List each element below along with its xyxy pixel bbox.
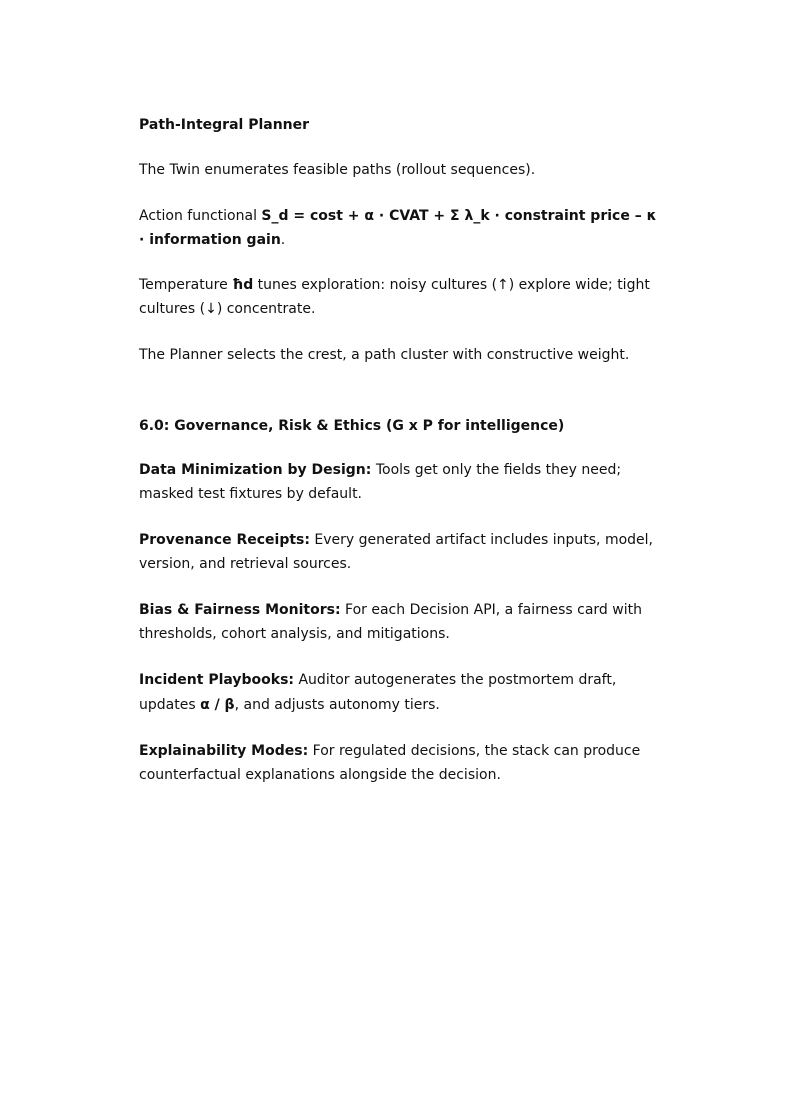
list-item-cont: updates α / β, and adjusts autonomy tiers. — [139, 697, 440, 713]
paragraph: Temperature ħd tunes exploration: noisy cultures (↑) explore wide; tight — [139, 277, 650, 293]
paragraph: The Twin enumerates feasible paths (rollout sequences). — [139, 162, 536, 178]
list-item-cont: version, and retrieval sources. — [139, 556, 352, 572]
section-title: Path-Integral Planner — [139, 117, 310, 133]
list-item-cont: masked test fixtures by default. — [139, 486, 363, 502]
paragraph: The Planner selects the crest, a path cluster with constructive weight. — [139, 347, 630, 363]
section-heading: 6.0: Governance, Risk & Ethics (G x P for intelligence) — [139, 418, 565, 434]
paragraph-cont: cultures (↓) concentrate. — [139, 301, 316, 317]
list-item: Data Minimization by Design: Tools get only the fields they need; — [139, 462, 622, 478]
list-item: Incident Playbooks: Auditor autogenerates the postmortem draft, — [139, 672, 617, 688]
list-item-cont: thresholds, cohort analysis, and mitigations. — [139, 626, 450, 642]
list-item-cont: counterfactual explanations alongside the decision. — [139, 767, 501, 783]
paragraph: Action functional S_d = cost + α · CVAT + Σ λ_k · constraint price – κ — [139, 208, 657, 224]
paragraph-cont: · information gain. — [139, 232, 286, 248]
list-item: Explainability Modes: For regulated decisions, the stack can produce — [139, 743, 641, 759]
list-item: Provenance Receipts: Every generated artifact includes inputs, model, — [139, 532, 653, 548]
list-item: Bias & Fairness Monitors: For each Decision API, a fairness card with — [139, 602, 642, 618]
